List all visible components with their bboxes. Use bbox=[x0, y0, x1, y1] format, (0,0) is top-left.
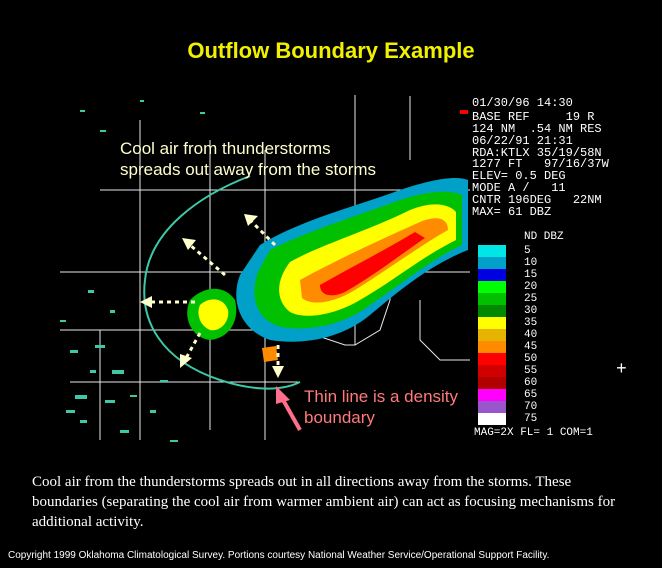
caption: Cool air from the thunderstorms spreads out in all directions away from the storms. These boundaries (separating the cool air from warmer ambient air) can act as focusing mechanisms for additional activity. bbox=[32, 474, 616, 530]
radar-range-res: 124 NM .54 NM RES bbox=[472, 122, 602, 136]
radar-scan-time: 06/22/91 21:31 bbox=[472, 134, 573, 148]
legend-level: 15 bbox=[524, 269, 538, 281]
legend-level: 25 bbox=[524, 293, 538, 305]
legend-level: 60 bbox=[524, 377, 538, 389]
cool-air-annotation bbox=[120, 138, 376, 180]
copyright: Copyright 1999 Oklahoma Climatological Survey. Portions courtesy National Weather Service/Operational Support Facility. bbox=[8, 550, 550, 561]
legend-level: 10 bbox=[524, 257, 538, 269]
annotation-line: spreads out away from the storms bbox=[120, 160, 377, 179]
right-edge-marker: + bbox=[616, 360, 627, 380]
legend-level: 50 bbox=[524, 353, 538, 365]
legend-level: 70 bbox=[524, 401, 538, 413]
legend-level: 55 bbox=[524, 365, 538, 377]
dbz-legend-swatches bbox=[478, 245, 506, 425]
radar-rda: RDA:KTLX 35/19/58N bbox=[472, 146, 602, 160]
legend-level: 5 bbox=[524, 245, 531, 257]
radar-product: BASE REF 19 R bbox=[472, 110, 595, 124]
legend-level: 75 bbox=[524, 413, 538, 425]
legend-level: 35 bbox=[524, 317, 538, 329]
radar-cntr: CNTR 196DEG 22NM bbox=[472, 193, 602, 207]
legend-level: 20 bbox=[524, 281, 538, 293]
legend-level: 45 bbox=[524, 341, 538, 353]
legend-level: 40 bbox=[524, 329, 538, 341]
annotation-line: boundary bbox=[304, 408, 375, 427]
page-title: Outflow Boundary Example bbox=[187, 38, 475, 63]
radar-elev: ELEV= 0.5 DEG bbox=[472, 169, 566, 183]
annotation-line: Thin line is a density bbox=[304, 387, 459, 406]
density-boundary-annotation bbox=[304, 386, 458, 428]
radar-site: 1277 FT 97/16/37W bbox=[472, 157, 609, 171]
legend-header: ND DBZ bbox=[524, 231, 564, 243]
density-boundary-arrow bbox=[276, 386, 300, 430]
radar-footer: MAG=2X FL= 1 COM=1 bbox=[474, 427, 593, 439]
annotation-line: Cool air from thunderstorms bbox=[120, 139, 331, 158]
radar-mode: MODE A / 11 bbox=[472, 181, 566, 195]
radar-date-top: 01/30/96 14:30 bbox=[472, 96, 573, 110]
radar-max: MAX= 61 DBZ bbox=[472, 205, 552, 219]
legend-level: 30 bbox=[524, 305, 538, 317]
legend-level: 65 bbox=[524, 389, 538, 401]
